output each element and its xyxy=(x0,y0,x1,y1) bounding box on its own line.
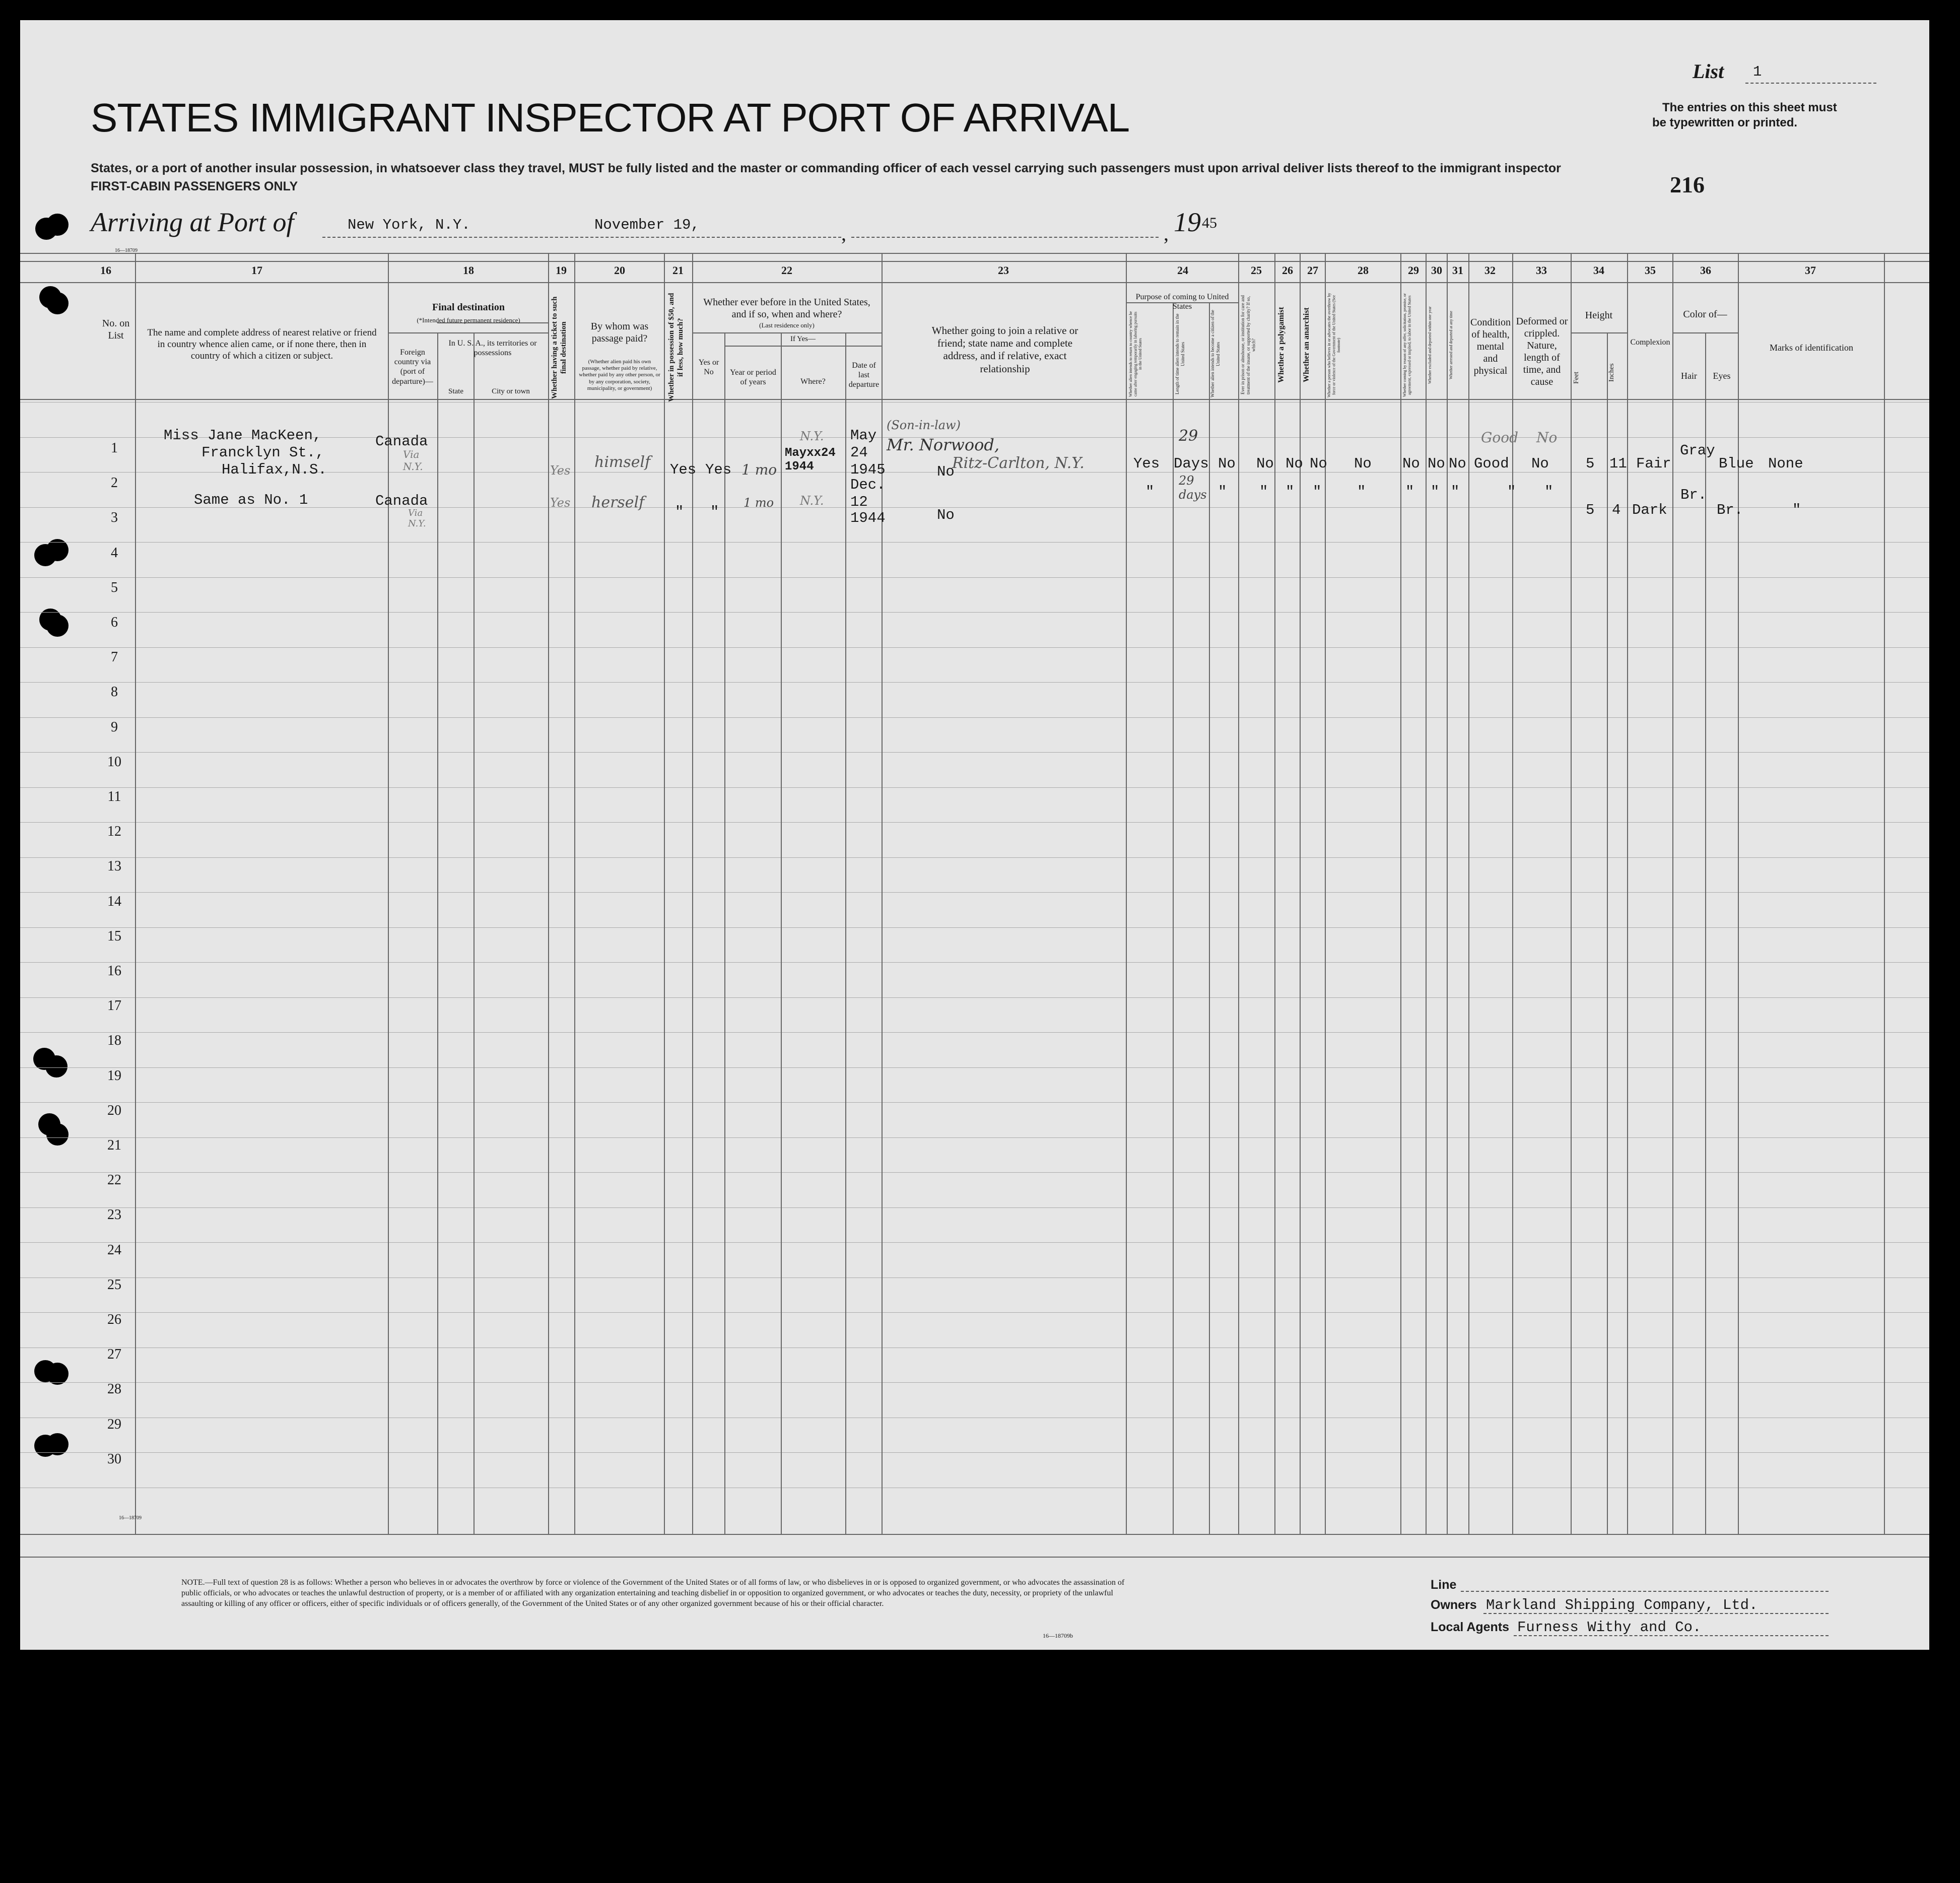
row1-health-hand: Good xyxy=(1481,429,1519,446)
row-rule xyxy=(20,1067,1929,1068)
row1-length-hand: 29 xyxy=(1179,427,1198,445)
row-rule xyxy=(20,577,1929,578)
header-ticket: Whether having a ticket to such final destination xyxy=(551,296,568,399)
row1-deformed-hand: No xyxy=(1536,429,1558,446)
header-overthrow: Whether a person who believes in or advocates the overthrow by force or violence of the Government of the United States (See footnote) xyxy=(1327,293,1341,397)
row1-country-hand: Via N.Y. xyxy=(403,448,423,473)
row-number: 18 xyxy=(107,1033,121,1048)
col-number: 27 xyxy=(1307,264,1318,277)
row2-paid-by: herself xyxy=(591,494,645,511)
col-number: 16 xyxy=(100,264,111,277)
row2-complexion: Dark xyxy=(1632,502,1667,518)
row-rule xyxy=(20,1452,1929,1453)
line-label: Line xyxy=(1431,1578,1457,1592)
row2-eyes: Br. xyxy=(1717,502,1743,518)
row2-possession: " xyxy=(675,504,684,520)
row-number: 9 xyxy=(111,719,118,735)
header-purpose: Purpose of coming to United States xyxy=(1135,293,1229,311)
row-number: 28 xyxy=(107,1381,121,1397)
header-by-whom: By whom was passage paid? xyxy=(590,321,649,344)
row-rule xyxy=(20,1207,1929,1208)
header-purpose-sub2: Length of time alien intends to remain in the United States xyxy=(1175,313,1185,394)
col-number: 21 xyxy=(672,264,684,277)
row-rule xyxy=(20,1277,1929,1278)
col-number: 24 xyxy=(1177,264,1188,277)
col-number: 26 xyxy=(1282,264,1293,277)
row1-date-day: 24 xyxy=(850,444,868,461)
row1-address: Francklyn St., xyxy=(201,444,324,461)
header-by-whom-note: (Whether alien paid his own passage, whether paid by relative, whether paid by any other person, or by any corporation, society, municipality, or government) xyxy=(579,359,660,391)
row-number: 1 xyxy=(111,440,118,456)
row2-ditto: " xyxy=(1507,484,1516,500)
row2-country-hand: Via N.Y. xyxy=(408,508,426,529)
header-nearest-relative: The name and complete address of nearest relative or friend in country whence alien came, or if none there, then in country of which a citizen or subject. xyxy=(147,327,377,361)
row-number: 11 xyxy=(107,789,121,804)
row-number: 20 xyxy=(107,1103,121,1118)
col-number: 34 xyxy=(1593,264,1604,277)
form-code: 16—18709 xyxy=(115,248,138,253)
header-yes-or-no: Yes or No xyxy=(698,358,719,377)
header-possession-50: Whether in possession of $50, and if less, how much? xyxy=(667,293,685,402)
header-height: Height xyxy=(1585,310,1613,321)
row2-ditto: " xyxy=(1544,484,1553,500)
row1-arrested: No xyxy=(1449,455,1466,472)
row-number: 14 xyxy=(107,894,121,909)
header-prison: Ever in prison or almshouse, or institution for care and treatment of the insane, or supported by charity? If so, which? xyxy=(1240,295,1256,395)
col-number: 36 xyxy=(1700,264,1711,277)
row-number: 5 xyxy=(111,580,118,595)
header-color-of: Color of— xyxy=(1683,309,1727,320)
header-deformed: Deformed or crippled. Nature, length of time, and cause xyxy=(1516,316,1568,387)
row2-date-year: 1944 xyxy=(850,510,886,526)
header-date-last-departure: Date of last departure xyxy=(848,361,880,389)
row1-marks: None xyxy=(1768,455,1803,472)
form-title: STATES IMMIGRANT INSPECTOR AT PORT OF ARRIVAL xyxy=(91,95,1130,140)
manifest-sheet: List 1 The entries on this sheet must be typewritten or printed. 216 STATES IMMIGRANT INSPECTOR AT PORT OF ARRIVAL States, or a port of another insular possession, in whatsoever class they travel, MUST be fully listed and the master or commanding officer of each vessel carrying such passengers must upon arrival deliver lists thereof to the immigrant inspector FIRST-CABIN PASSENGERS ONLY Arriving at Port of New York, N.Y. November 19, , , 19 45 16—18709 16 17 18 19 20 21 22 23 24 25 26 27 28 29 30 31 32 33 34 35 36 37 No. on List The name and complete address of nearest relative or friend in country whence alien came, or if none there, then in country of which a citizen or subject. Final destination (*Intended future permanent residence) Foreign country via (port of departure)— In U. S. A., its territories or possessions State City or town Whether having a ticket to such final destination By whom was passage paid? (Whether alien paid his own passage, whether paid by relative, whether paid by any other person, or by any corporation, society, municipality, or government) Whether in possession of $50, and if less, how much? Whether ever before in the United States, and if so, when and where? (Last residence only) Yes or No If Yes— Year or period of years Where? Date of last departure Whether going to join a relative or friend; state name and complete address, and if relative, exact relationship Purpose of coming to United States Whether alien intends to return to country whence he came after engaging temporarily in laboring pursuits in the United States Length of time alien intends to remain in the United States Whether alien intends to become a citizen of the United States Ever in prison or almshouse, or institution for care and treatment of the insane, or supported by charity? If so, which? Whether a polygamist Whether an anarchist Whether a person who believes in or advocates the overthrow by force or violence of the Government of the United States (See footnote) Whether coming by reason of any offer, solicitation, promise, or agreement, expressed or implied, to labor in the United States Whether excluded and deported within one year Whether arrested and deported at any time Condition of health, mental and physical Deformed or crippled. Nature, length of time, and cause Height Feet Inches Complexion Color of— Hair Eyes Marks of identification 1 2 3 4 5 6 7 8 9 10 11 12 13 14 15 16 17 18 19 20 21 22 23 24 25 26 27 28 29 30 Miss Jane MacKeen, Francklyn St., Halifax,N.S. Canada Via N.Y. Yes himself Yes Yes 1 mo N.Y. Mayxx24 1944 May 24 1945 (Son-in-law) Mr. Norwood, Ritz-Carlton, N.Y. No Yes 29 Days No No No No No No No No Good Good No No 5 11 Fair Gray Blue None Same as No. 1 Canada Via N.Y. Yes herself " " 1 mo N.Y. Dec. 12 1944 No " 29 days " " " " " " " " " " 5 4 Dark Br. Br. " 16—18709 NOTE.—Full text of question 28 is as follows: Whether a person who believes in or advocates the overthrow by force or violence of the Government of the United States or of all forms of law, or who disbelieves in or is opposed to organized government, or who advocates the assassination of public officials, or who advocates or teaches the unlawful destruction of property, or is a member of or affiliated with any organization entertaining and teaching disbelief in or opposition to organized government, or who advocates or teaches the duty, necessity, or propriety of the unlawful assaulting or killing of any officer or officers, either of specific individuals or of officers generally, of the Government of the United States or of any other organized government because of his or their official character. 16—18709b Line Owners Markland Shipping Company, Ltd. Local Agents Furness Withy and Co. xyxy=(20,20,1929,1650)
col-number: 32 xyxy=(1484,264,1496,277)
form-code-bottom: 16—18709 xyxy=(119,1515,142,1521)
punch-hole xyxy=(46,1123,69,1146)
header-final-destination-note: (*Intended future permanent residence) xyxy=(417,316,520,324)
row-number: 19 xyxy=(107,1068,121,1084)
col-number: 25 xyxy=(1251,264,1262,277)
row-rule xyxy=(20,997,1929,998)
header-join-relative: Whether going to join a relative or friend; state name and complete address, and if relative, exact relationship xyxy=(931,324,1078,375)
row-rule xyxy=(20,682,1929,683)
row1-name: Miss Jane MacKeen, xyxy=(164,427,322,444)
row1-where-typed: Mayxx24 1944 xyxy=(785,446,836,474)
col-number: 35 xyxy=(1645,264,1656,277)
year-prefix: 19 xyxy=(1174,207,1201,237)
row1-ticket: Yes xyxy=(550,463,571,478)
row1-period: 1 mo xyxy=(741,461,777,478)
row1-join-relationship: (Son-in-law) xyxy=(887,418,961,432)
row1-health: Good xyxy=(1474,455,1509,472)
row-number: 8 xyxy=(111,684,118,700)
row-rule xyxy=(20,647,1929,648)
header-city: City or town xyxy=(492,387,530,395)
row-rule xyxy=(20,892,1929,893)
row-rule xyxy=(20,1242,1929,1243)
col-number: 33 xyxy=(1536,264,1547,277)
row1-country: Canada xyxy=(375,433,428,450)
row-number: 25 xyxy=(107,1277,121,1293)
row-rule xyxy=(20,927,1929,928)
row2-ditto: " xyxy=(1357,484,1366,500)
row2-where-hand: N.Y. xyxy=(800,494,824,508)
row1-city: Halifax,N.S. xyxy=(222,461,327,478)
header-state: State xyxy=(448,387,463,395)
header-feet: Feet xyxy=(1573,371,1580,384)
port-value: New York, N.Y. xyxy=(348,217,470,233)
row1-offer: No xyxy=(1402,455,1420,472)
row2-ditto: " xyxy=(1451,484,1460,500)
list-label: List xyxy=(1693,60,1724,83)
col-number: 19 xyxy=(556,264,567,277)
row1-ever-before: Yes xyxy=(705,461,732,478)
col-number: 20 xyxy=(614,264,625,277)
year-suffix: 45 xyxy=(1202,215,1217,231)
row-rule xyxy=(20,717,1929,718)
header-where: Where? xyxy=(800,377,826,386)
header-ever-before: Whether ever before in the United States, and if so, when and where? xyxy=(703,297,870,320)
header-health: Condition of health, mental and physical xyxy=(1470,317,1511,376)
col-number: 28 xyxy=(1358,264,1369,277)
owners-value: Markland Shipping Company, Ltd. xyxy=(1486,1597,1758,1613)
entries-note: be typewritten or printed. xyxy=(1652,116,1798,129)
arriving-label: Arriving at Port of xyxy=(91,207,294,237)
header-in-usa: In U. S. A., its territories or possessions xyxy=(448,339,537,358)
page-number: 216 xyxy=(1670,172,1705,197)
header-if-yes: If Yes— xyxy=(790,335,816,343)
local-agents-value: Furness Withy and Co. xyxy=(1517,1619,1702,1636)
row-rule xyxy=(20,542,1929,543)
row1-date-year: 1945 xyxy=(850,461,886,478)
row1-feet: 5 xyxy=(1586,455,1595,472)
row1-where-hand: N.Y. xyxy=(800,429,824,443)
row-rule xyxy=(20,1032,1929,1033)
row2-ditto: " xyxy=(1405,484,1414,500)
row1-hair: Gray xyxy=(1680,442,1715,459)
punch-hole xyxy=(46,615,69,637)
list-value: 1 xyxy=(1753,63,1762,80)
row1-paid-by: himself xyxy=(594,453,651,471)
row1-join-name: Mr. Norwood, xyxy=(887,435,1000,454)
col-number: 31 xyxy=(1452,264,1463,277)
row-number: 30 xyxy=(107,1451,121,1467)
local-agents-label: Local Agents xyxy=(1431,1620,1510,1634)
row2-ditto: " xyxy=(1218,484,1227,500)
row-number: 29 xyxy=(107,1417,121,1432)
row1-anarchist: No xyxy=(1310,455,1327,472)
punch-hole xyxy=(45,1055,67,1078)
row2-date-month: Dec. xyxy=(850,477,886,493)
header-hair: Hair xyxy=(1681,371,1697,381)
header-anarchist: Whether an anarchist xyxy=(1302,307,1311,383)
header-eyes: Eyes xyxy=(1713,371,1731,381)
row-rule xyxy=(20,857,1929,858)
row1-purpose: Yes xyxy=(1133,455,1160,472)
row1-deformed: No xyxy=(1531,455,1549,472)
row-number: 24 xyxy=(107,1242,121,1258)
row-rule xyxy=(20,962,1929,963)
col-number: 17 xyxy=(251,264,262,277)
punch-hole xyxy=(46,292,69,314)
punch-hole xyxy=(46,214,69,236)
punch-hole xyxy=(46,1363,69,1385)
col-number: 30 xyxy=(1431,264,1442,277)
header-no-on-list: No. on List xyxy=(102,318,130,341)
row2-ditto: " xyxy=(1286,484,1295,500)
row2-ticket: Yes xyxy=(550,496,571,510)
row1-join-address: Ritz-Carlton, N.Y. xyxy=(952,454,1085,472)
form-subtitle: States, or a port of another insular possession, in whatsoever class they travel, MUST be fully listed and the master or commanding officer of each vessel carrying such passengers must upon arrival deliver lists thereof to the immigrant inspector xyxy=(91,161,1561,175)
header-offer: Whether coming by reason of any offer, solicitation, promise, or agreement, expressed or implied, to labor in the United States xyxy=(1402,293,1412,397)
row-rule xyxy=(20,1312,1929,1313)
header-inches: Inches xyxy=(1608,363,1615,382)
owners-label: Owners xyxy=(1431,1598,1477,1612)
row1-possession: Yes xyxy=(670,461,697,478)
col-number: 18 xyxy=(463,264,474,277)
header-polygamist: Whether a polygamist xyxy=(1277,307,1286,383)
row1-join: No xyxy=(937,463,955,480)
row2-ditto: " xyxy=(1313,484,1322,500)
header-complexion: Complexion xyxy=(1630,338,1670,347)
row1-length: Days xyxy=(1174,455,1209,472)
row-number: 16 xyxy=(107,963,121,979)
row-number: 2 xyxy=(111,475,118,491)
row2-inches: 4 xyxy=(1612,502,1621,518)
row-rule xyxy=(20,752,1929,753)
date-value: November 19, xyxy=(594,217,700,233)
row2-ever-before: " xyxy=(710,504,719,520)
row-rule xyxy=(20,1137,1929,1138)
row-number: 26 xyxy=(107,1312,121,1327)
row-number: 12 xyxy=(107,824,121,839)
col-number: 37 xyxy=(1805,264,1816,277)
footnote-code: 16—18709b xyxy=(1043,1632,1073,1639)
row1-date-month: May xyxy=(850,427,877,444)
row1-prison: No xyxy=(1256,455,1274,472)
row1-polygamist: No xyxy=(1286,455,1303,472)
row1-eyes: Blue xyxy=(1719,455,1754,472)
entries-note: The entries on this sheet must xyxy=(1662,101,1837,114)
row2-period: 1 mo xyxy=(744,496,774,510)
col-number: 29 xyxy=(1408,264,1419,277)
header-foreign-country: Foreign country via (port of departure)— xyxy=(392,348,433,386)
header-purpose-sub3: Whether alien intends to become a citizen of the United States xyxy=(1210,310,1221,398)
row1-complexion: Fair xyxy=(1636,455,1671,472)
row2-ditto: " xyxy=(1259,484,1268,500)
row-number: 7 xyxy=(111,649,118,665)
row1-overthrow: No xyxy=(1354,455,1372,472)
footnote: NOTE.—Full text of question 28 is as follows: Whether a person who believes in or advocates the overthrow by force or violence of the Government of the United States or of all forms of law, or who disbelieves in or is opposed to organized government, or who advocates the assassination of public officials, or who advocates or teaches the unlawful destruction of property, or is a member of or affiliated with any organization entertaining and teaching disbelief in or opposition to organized government, or who advocates or teaches the duty, necessity, or propriety of the unlawful assaulting or killing of any officer or officers, either of specific individuals or of officers generally, of the Government of the United States or of any other organized government because of his or their official character. xyxy=(181,1578,1125,1608)
row-number: 13 xyxy=(107,858,121,874)
row-number: 15 xyxy=(107,928,121,944)
row1-inches: 11 xyxy=(1609,455,1627,472)
row-rule xyxy=(20,1172,1929,1173)
row2-ditto: " xyxy=(1431,484,1440,500)
row1-citizen: No xyxy=(1218,455,1236,472)
row-number: 17 xyxy=(107,998,121,1014)
col-number: 22 xyxy=(781,264,792,277)
row2-feet: 5 xyxy=(1586,502,1595,518)
row-number: 4 xyxy=(111,545,118,561)
row-number: 3 xyxy=(111,510,118,525)
row2-country: Canada xyxy=(375,493,428,509)
row-rule xyxy=(20,1102,1929,1103)
row1-excluded: No xyxy=(1428,455,1445,472)
row2-join: No xyxy=(937,507,955,523)
header-year-period: Year or period of years xyxy=(730,368,776,387)
row2-name: Same as No. 1 xyxy=(194,492,308,508)
header-final-destination: Final destination xyxy=(432,302,505,313)
header-excluded: Whether excluded and deported within one year xyxy=(1428,306,1432,384)
row-rule xyxy=(20,822,1929,823)
header-marks: Marks of identification xyxy=(1770,343,1853,353)
row2-date-day: 12 xyxy=(850,494,868,510)
row-number: 22 xyxy=(107,1172,121,1188)
row2-purpose: " xyxy=(1145,484,1155,500)
row-number: 10 xyxy=(107,754,121,770)
row-number: 27 xyxy=(107,1347,121,1362)
row-rule xyxy=(20,787,1929,788)
row2-hair: Br. xyxy=(1680,487,1707,503)
row-number: 21 xyxy=(107,1137,121,1153)
row-rule xyxy=(20,612,1929,613)
row2-length-hand: 29 days xyxy=(1179,474,1207,502)
header-last-residence: (Last residence only) xyxy=(759,321,815,329)
row-number: 6 xyxy=(111,615,118,630)
row-number: 23 xyxy=(107,1207,121,1223)
header-arrested: Whether arrested and deported at any time xyxy=(1449,311,1453,379)
row-rule xyxy=(20,1382,1929,1383)
col-number: 23 xyxy=(998,264,1009,277)
header-purpose-sub1: Whether alien intends to return to country whence he came after engaging temporarily in laboring pursuits in the United States xyxy=(1128,311,1143,397)
class-label: FIRST-CABIN PASSENGERS ONLY xyxy=(91,179,298,193)
row2-marks: " xyxy=(1792,502,1801,518)
